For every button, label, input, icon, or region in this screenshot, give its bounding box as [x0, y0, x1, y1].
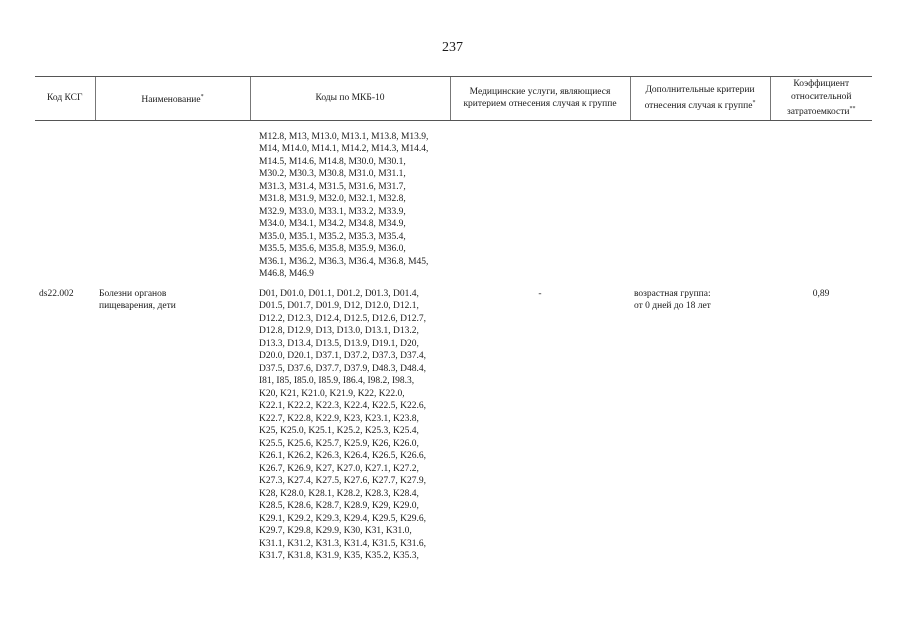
code-line: D01, D01.0, D01.1, D01.2, D01.3, D01.4, [259, 288, 419, 299]
code-line: D20.0, D20.1, D37.1, D37.2, D37.3, D37.4, [259, 351, 427, 362]
code-line: M14.5, M14.6, M14.8, M30.0, M30.1, [259, 156, 406, 167]
ksg-name-line: пищеварения, дети [99, 301, 176, 312]
code-line: K31.7, K31.8, K31.9, K35, K35.2, K35.3, [259, 551, 419, 562]
continuation-codes-cell [250, 131, 450, 281]
footnote-mark: * [200, 93, 204, 100]
code-line: K29.1, K29.2, K29.3, K29.4, K29.5, K29.6, [259, 513, 427, 524]
code-line: K28, K28.0, K28.1, K28.2, K28.3, K28.4, [259, 488, 419, 499]
code-line: D12.8, D12.9, D13, D13.0, D13.1, D13.2, [259, 326, 419, 337]
code-line: M14, M14.0, M14.1, M14.2, M14.3, M14.4, [259, 144, 429, 155]
code-line: M35.0, M35.1, M35.2, M35.3, M35.4, [259, 231, 406, 242]
code-line: K20, K21, K21.0, K21.9, K22, K22.0, [259, 388, 405, 399]
code-line: M32.9, M33.0, M33.1, M33.2, M33.9, [259, 206, 406, 217]
code-line: D12.2, D12.3, D12.4, D12.5, D12.6, D12.7, [259, 313, 427, 324]
code-line: M12.8, M13, M13.0, M13.1, M13.8, M13.9, [259, 131, 429, 142]
code-line: M46.8, M46.9 [259, 269, 314, 280]
header-additional-criteria: Дополнительные критерии отнесения случая к группе* [630, 77, 770, 121]
code-line: D13.3, D13.4, D13.5, D13.9, D19.1, D20, [259, 338, 419, 349]
criteria-line: возрастная группа: [634, 288, 711, 299]
code-line: M30.2, M30.3, M30.8, M31.0, M31.1, [259, 169, 406, 180]
code-line: K27.3, K27.4, K27.5, K27.6, K27.7, K27.9, [259, 476, 427, 487]
code-line: M36.1, M36.2, M36.3, M36.4, M36.8, M45, [259, 256, 429, 267]
code-line: D37.5, D37.6, D37.7, D37.9, D48.3, D48.4, [259, 363, 427, 374]
code-line: M34.0, M34.1, M34.2, M34.8, M34.9, [259, 219, 406, 230]
medical-services-cell: - [538, 288, 542, 299]
footnote-mark: * [752, 99, 756, 106]
table-row-continuation [35, 131, 872, 281]
code-line: M31.3, M31.4, M31.5, M31.6, M31.7, [259, 181, 406, 192]
code-line: I81, I85, I85.0, I85.9, I86.4, I98.2, I98.3, [259, 376, 415, 387]
table-row-ds22-002 [35, 288, 872, 563]
code-line: K25.5, K25.6, K25.7, K25.9, K26, K26.0, [259, 438, 419, 449]
header-icd-codes: Коды по МКБ-10 [250, 77, 450, 121]
page-number: 237 [442, 40, 463, 55]
code-line: K26.7, K26.9, K27, K27.0, K27.1, K27.2, [259, 463, 419, 474]
code-line: D01.5, D01.7, D01.9, D12, D12.0, D12.1, [259, 301, 419, 312]
ksg-code-cell: ds22.002 [39, 288, 74, 299]
code-line: K22.7, K22.8, K22.9, K23, K23.1, K23.8, [259, 413, 419, 424]
code-line: K29.7, K29.8, K29.9, K30, K31, K31.0, [259, 526, 412, 537]
code-line: K31.1, K31.2, K31.3, K31.4, K31.5, K31.6, [259, 538, 427, 549]
footnote-mark: ** [849, 106, 856, 112]
code-line: K26.1, K26.2, K26.3, K26.4, K26.5, K26.6, [259, 451, 427, 462]
header-medical-services: Медицинские услуги, являющиеся критерием отнесения случая к группе [450, 77, 630, 121]
code-line: K25, K25.0, K25.1, K25.2, K25.3, K25.4, [259, 426, 419, 437]
ksg-name-cell [95, 288, 250, 563]
header-ksg-code: Код КСГ [35, 77, 95, 121]
code-line: K28.5, K28.6, K28.7, K28.9, K29, K29.0, [259, 501, 419, 512]
header-name: Наименование* [95, 77, 250, 121]
icd-codes-cell [250, 288, 450, 563]
ksg-table [35, 76, 872, 563]
criteria-line: от 0 дней до 18 лет [634, 301, 711, 312]
header-coefficient: Коэффициент относительной затратоемкости** [770, 77, 872, 121]
table-header-row [35, 77, 872, 121]
code-line: M31.8, M31.9, M32.0, M32.1, M32.8, [259, 194, 406, 205]
code-line: M35.5, M35.6, M35.8, M35.9, M36.0, [259, 244, 406, 255]
additional-criteria-cell [630, 288, 770, 563]
code-line: K22.1, K22.2, K22.3, K22.4, K22.5, K22.6, [259, 401, 427, 412]
ksg-name-line: Болезни органов [99, 288, 167, 299]
coefficient-cell: 0,89 [812, 288, 830, 299]
